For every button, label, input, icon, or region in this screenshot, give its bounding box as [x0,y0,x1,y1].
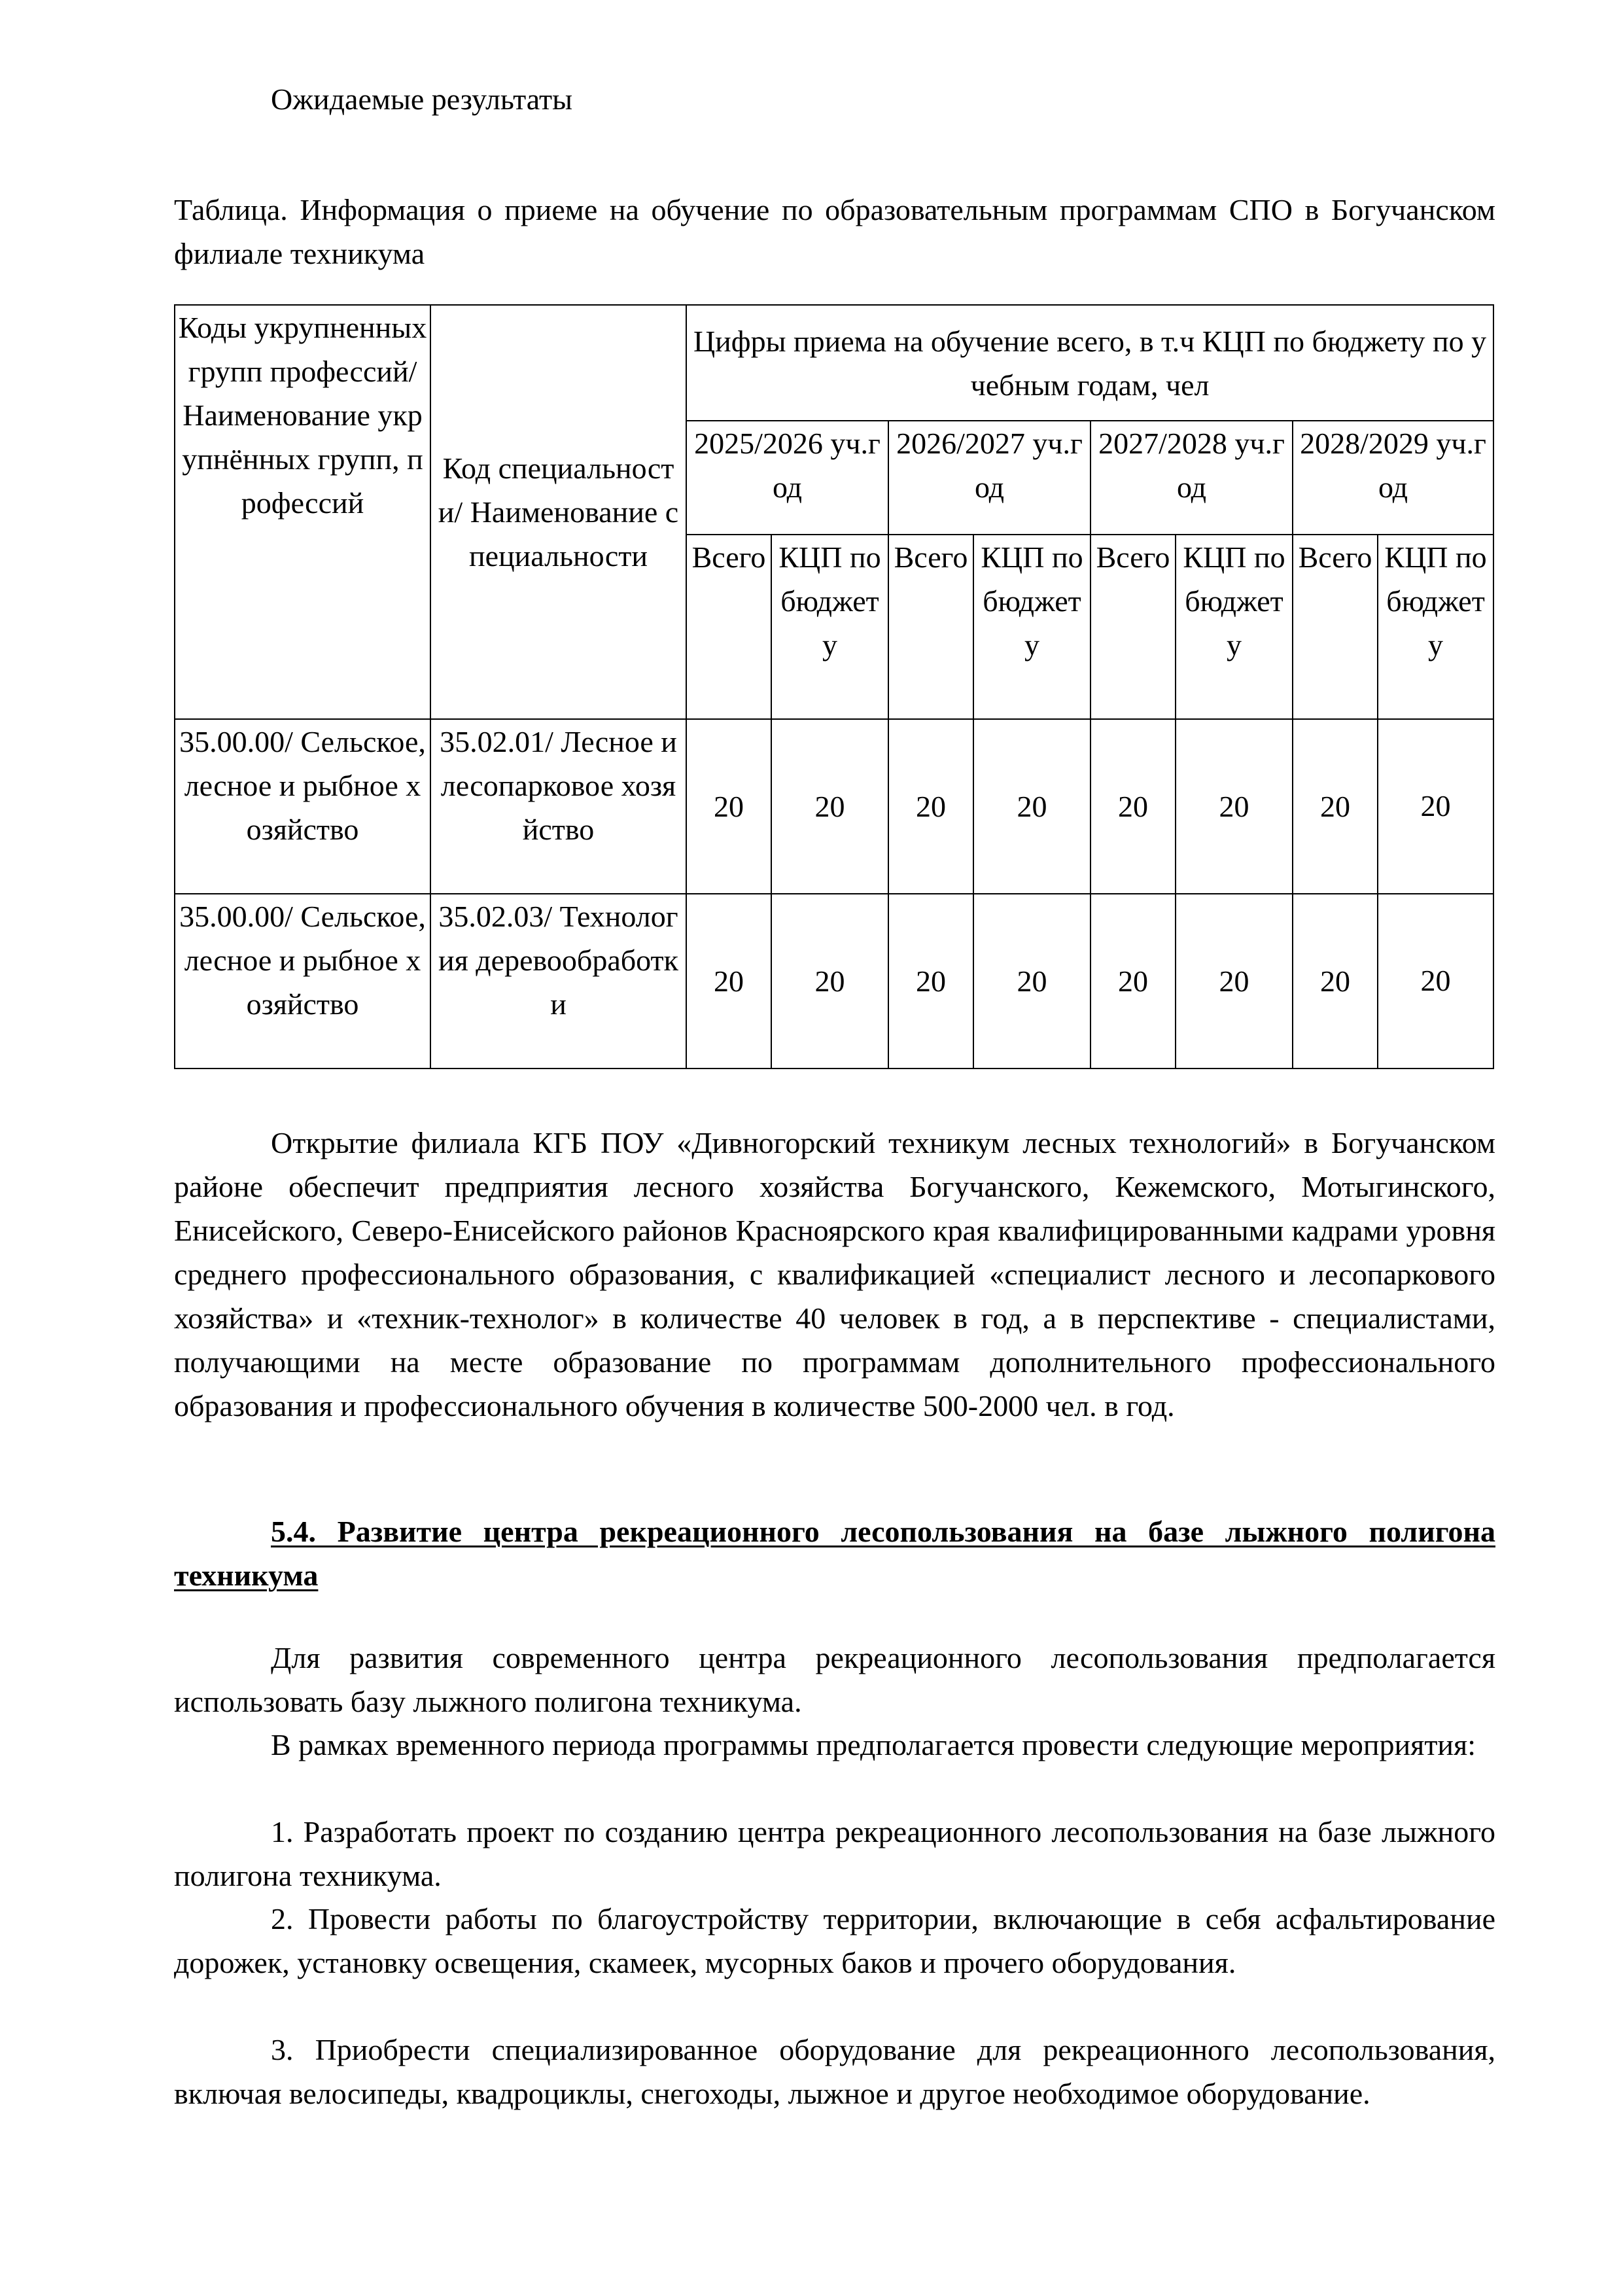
header-specialty-code: Код специальности/ Наименование специальности [430,305,686,719]
cell-specialty: 35.02.03/ Технология деревообработки [430,894,686,1069]
subheader-kcp-budget: КЦП по бюджету [1176,535,1293,719]
cell-specialty: 35.02.01/ Лесное и лесопарковое хозяйство [430,719,686,894]
paragraph-center-development: Для развития современного центра рекреационного лесопользования предполагается использовать базу лыжного полигона техникума. [174,1641,1495,1718]
cell-value: 20 [1293,719,1378,894]
cell-value: 20 [1293,894,1378,1069]
cell-value: 20 [973,894,1091,1069]
header-year-2025: 2025/2026 уч.год [686,421,888,535]
subheader-total: Всего [686,535,771,719]
cell-value: 20 [973,719,1091,894]
list-item: 2. Провести работы по благоустройству территории, включающие в себя асфальтирование дорожек, установку освещения, скамеек, мусорных баков и прочего оборудования. [174,1902,1495,1979]
header-admission-figures: Цифры приема на обучение всего, в т.ч КЦП по бюджету по учебным годам, чел [686,305,1493,421]
cell-value: 20 [1091,894,1176,1069]
cell-value: 20 [1378,719,1493,894]
cell-value: 20 [1378,894,1493,1069]
subheader-total: Всего [888,535,973,719]
subheader-total: Всего [1293,535,1378,719]
admission-table [174,304,1494,1069]
subheader-kcp-budget: КЦП по бюджету [771,535,888,719]
table-caption: Таблица. Информация о приеме на обучение по образовательным программам СПО в Богучанском филиале техникума [174,193,1495,270]
cell-value: 20 [888,719,973,894]
cell-value: 20 [1091,719,1176,894]
section-heading-expected-results: Ожидаемые результаты [271,82,573,116]
header-year-2027: 2027/2028 уч.год [1091,421,1293,535]
cell-value: 20 [1176,719,1293,894]
paragraph-program-measures: В рамках временного периода программы предполагается провести следующие мероприятия: [271,1728,1476,1761]
cell-value: 20 [1176,894,1293,1069]
table-row [175,894,1493,1069]
subheader-kcp-budget: КЦП по бюджету [1378,535,1493,719]
cell-value: 20 [888,894,973,1069]
table-row [175,719,1493,894]
header-group-codes: Коды укрупненных групп профессий/ Наименование укрупнённых групп, профессий [175,305,430,719]
list-item: 1. Разработать проект по созданию центра рекреационного лесопользования на базе лыжного полигона техникума. [174,1815,1495,1892]
subheader-kcp-budget: КЦП по бюджету [973,535,1091,719]
cell-value: 20 [771,719,888,894]
cell-value: 20 [686,719,771,894]
paragraph-branch-opening: Открытие филиала КГБ ПОУ «Дивногорский техникум лесных технологий» в Богучанском районе обеспечит предприятия лесного хозяйства Богучанского, Кежемского, Мотыгинского, Енисейского, Северо-Енисейского районов Красноярского края квалифицированными кадрами уровня среднего профессионального образования, с квалификацией «специалист лесного и лесопаркового хозяйства» и «техник-технолог» в количестве 40 человек в год, а в перспективе - специалистами, получающими на месте образование по программам дополнительного профессионального образования и профессионального обучения в количестве 500-2000 чел. в год. [174,1126,1495,1422]
cell-value: 20 [686,894,771,1069]
header-year-2028: 2028/2029 уч.год [1293,421,1493,535]
cell-value: 20 [771,894,888,1069]
list-item: 3. Приобрести специализированное оборудование для рекреационного лесопользования, включая велосипеды, квадроциклы, снегоходы, лыжное и другое необходимое оборудование. [174,2033,1495,2110]
subheader-total: Всего [1091,535,1176,719]
section-title: 5.4. Развитие центра рекреационного лесопользования на базе лыжного полигона техникума [174,1515,1495,1592]
cell-group: 35.00.00/ Сельское, лесное и рыбное хозяйство [175,894,430,1069]
header-year-2026: 2026/2027 уч.год [888,421,1091,535]
cell-group: 35.00.00/ Сельское, лесное и рыбное хозяйство [175,719,430,894]
